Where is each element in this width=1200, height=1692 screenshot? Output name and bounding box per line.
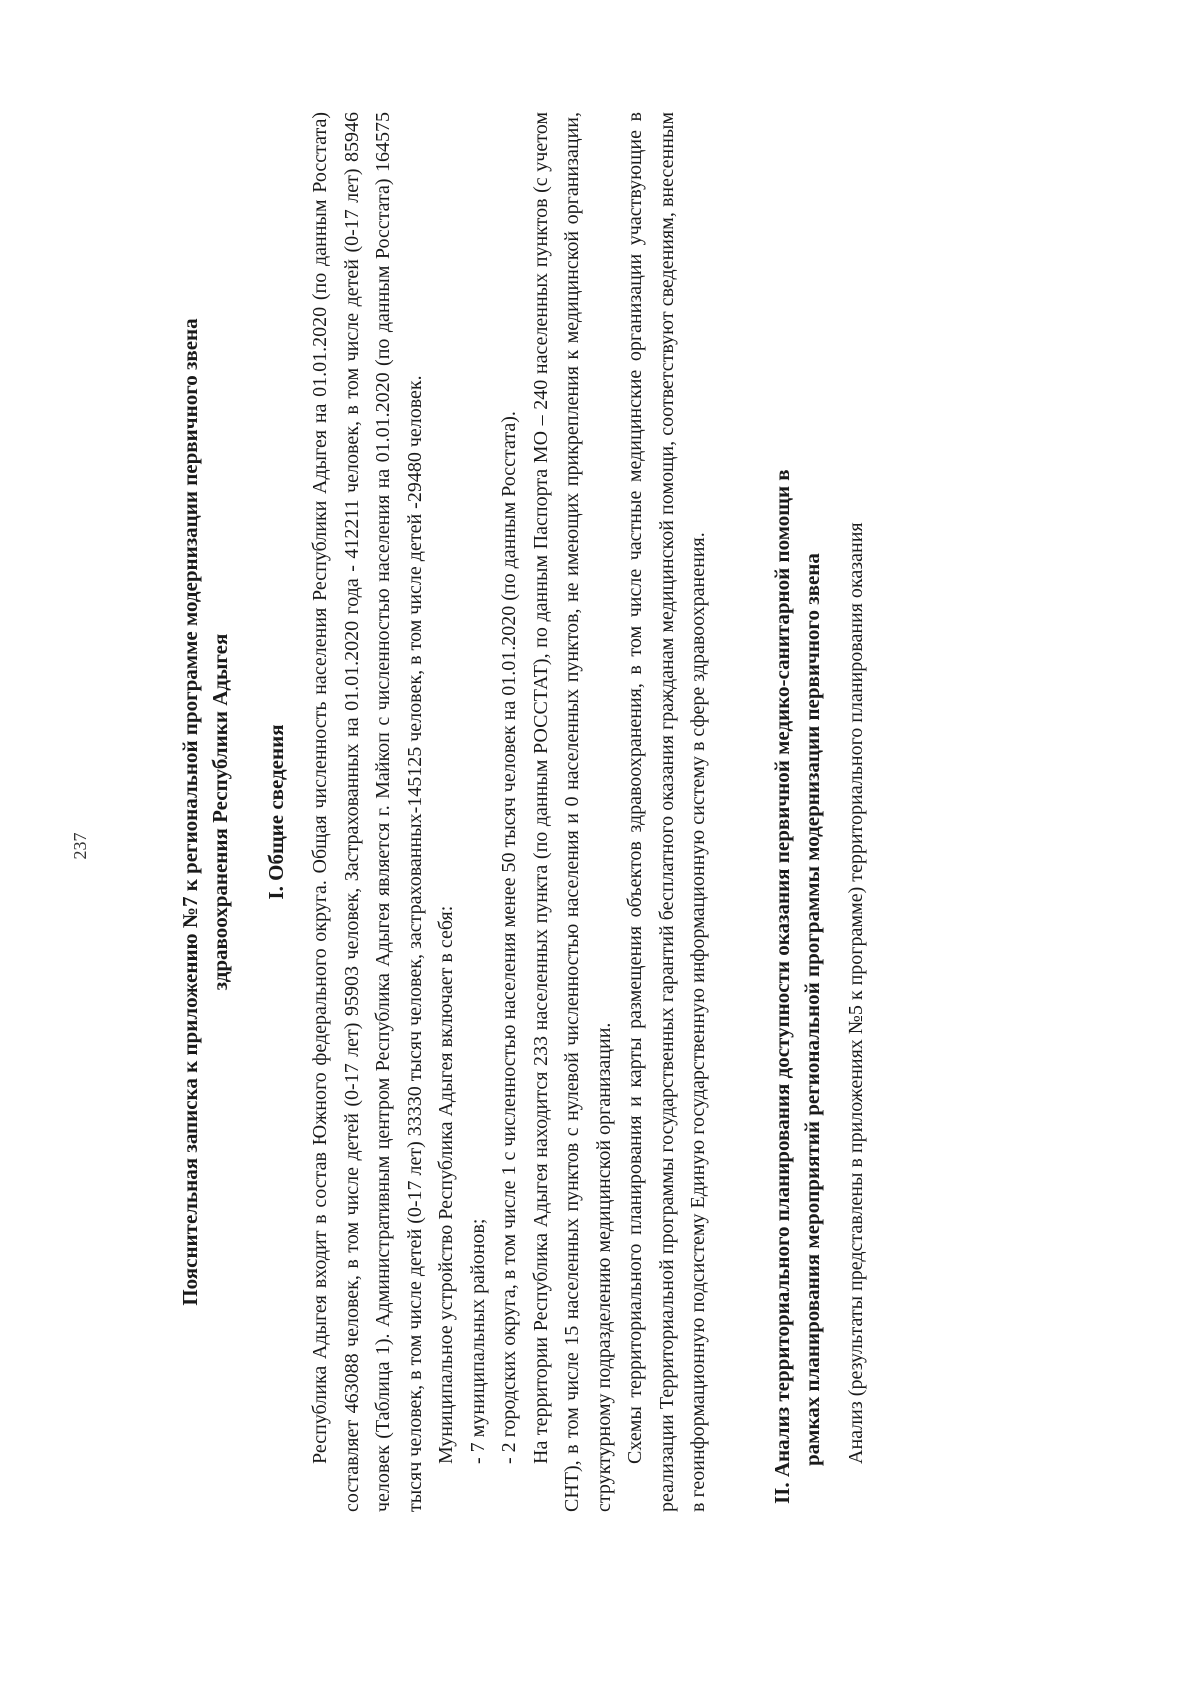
document-title-line-1: Пояснительная записка к приложению №7 к региональной программе модернизации первичного звена	[178, 318, 202, 1306]
section-2-title-line-1: II. Анализ территориального планирования доступности оказания первичной медико-санитарной помощи в	[769, 469, 794, 1504]
list-item-urban-districts: - 2 городских округа, в том числе 1 с численностью населения менее 50 тысяч человек на 01.01.2020 (по данным Росстата).	[498, 411, 520, 1464]
document-title	[175, 112, 235, 1512]
paragraph-planning-schemes: Схемы территориального планирования и карты размещения объектов здравоохранения, в том числе частные медицинские организации участвующие в реализации Территориальной программы государственных гарантий бесплатного оказания гражданам медицинской помощи, соответствуют сведениям, внесенным в геоинформационную подсистему Единую государственную информационную систему в сфере здравоохранения.	[624, 112, 709, 1512]
list-item-districts: - 7 муниципальных районов;	[466, 1218, 489, 1464]
paragraph-settlements: На территории Республика Адыгея находится 233 населенных пункта (по данным РОССТАТ), по данным Паспорта МО – 240 населенных пунктов (с учетом СНТ), в том числе 15 населенных пунктов с нулевой численностью населения и 0 населенных пунктов, не имеющих прикрепления к медицинской организации, структурному подразделению медицинской организации.	[529, 112, 615, 1512]
paragraph-analysis: Анализ (результаты представлены в приложениях №5 к программе) территориального планирования оказания	[844, 522, 867, 1464]
document-body	[175, 112, 872, 1512]
section-1-title: I. Общие сведения	[264, 724, 288, 900]
paragraph-municipal-structure: Муниципальное устройство Республика Адыгея включает в себя:	[435, 905, 457, 1464]
paragraph-population: Республика Адыгея входит в состав Южного федерального округа. Общая численность населения Республики Адыгея на 01.01.2020 (по данным Росстата) составляет 463088 человек, в том числе детей (0-17 лет) 95903 человек, Застрахованных на 01.01.2020 года - 412211 человек, в том числе детей (0-17 лет) 85946 человек (Таблица 1). Административным центром Республика Адыгея является г. Майкоп с численностью населения на 01.01.2020 (по данным Росстата) 164575 тысяч человек, в том числе детей (0-17 лет) 33330 тысяч человек, застрахованных-145125 человек, в том числе детей -29480 человек.	[309, 112, 426, 1512]
section-2-title-line-2: рамках планирования мероприятий региональной программы модернизации первичного звена	[799, 553, 824, 1466]
page-number: 237	[70, 832, 90, 860]
document-title-line-2: здравоохранения Республики Адыгея	[208, 633, 232, 991]
section-2-title	[767, 112, 827, 1512]
